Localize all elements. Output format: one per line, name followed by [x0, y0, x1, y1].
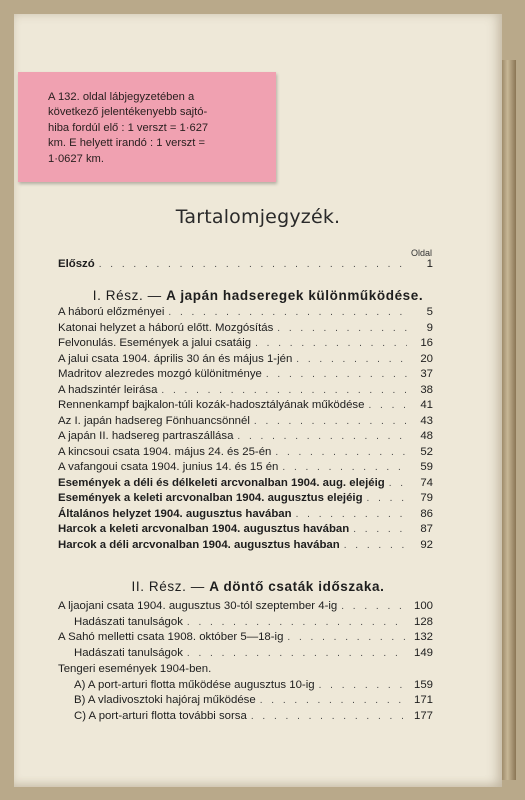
toc-entry [58, 663, 433, 677]
leader-dots [353, 524, 407, 535]
toc-entry-label: Katonai helyzet a háború előtt. Mozgósítás [58, 321, 274, 334]
part-heading-1 [14, 288, 502, 303]
toc-entry-page: 87 [420, 523, 433, 535]
toc-entry-page: 59 [420, 461, 433, 473]
toc-entry-label: A Sahó melletti csata 1908. október 5—18-ig [58, 631, 284, 644]
leader-dots [260, 695, 407, 706]
toc-entry-label: A jalui csata 1904. április 30 án és május 1-jén [58, 352, 293, 365]
errata-slip [18, 72, 276, 182]
leader-dots [367, 493, 407, 504]
toc-entry-page: 171 [413, 694, 433, 707]
toc-entry [58, 306, 433, 320]
part-prefix: I. Rész. — [92, 288, 167, 303]
toc-entry [58, 492, 433, 506]
toc-entry [74, 647, 433, 661]
errata-line: A 132. oldal lábjegyzetében a [48, 91, 195, 103]
part-prefix: II. Rész. — [131, 579, 210, 594]
leader-dots [368, 400, 407, 411]
leader-dots [344, 540, 407, 551]
toc-entry-page: 86 [420, 507, 433, 520]
book-spine [502, 60, 516, 780]
toc-entry [58, 508, 433, 522]
toc-entry-label: Madritov alezredes mozgó különitménye [58, 368, 262, 380]
toc-entry [58, 631, 433, 645]
toc-entry-page: 20 [420, 352, 433, 365]
page-title: Tartalomjegyzék. [175, 206, 341, 228]
leader-dots [99, 259, 407, 270]
toc-entry-page: 52 [420, 445, 433, 458]
toc-entry-label: A hadszintér leirása [58, 383, 158, 396]
toc-entry-label: Rennenkampf bajkalon-túli kozák-hadosztályának működése [58, 399, 365, 411]
errata-line: km. E helyett irandó : 1 verszt = [48, 137, 206, 150]
leader-dots [255, 338, 407, 349]
toc-entry-label: Tengeri események 1904-ben. [58, 662, 212, 675]
leader-dots [319, 680, 407, 691]
toc-entry-label: Események a déli és délkeleti arcvonalban 1904. aug. elejéig [58, 476, 385, 489]
toc-entry [58, 368, 433, 382]
toc-entry [58, 446, 433, 460]
leader-dots [251, 711, 407, 722]
toc-entry [58, 337, 433, 351]
toc-entry [74, 694, 433, 708]
toc-entry-page: 92 [420, 538, 433, 551]
toc-entry-page: 9 [426, 321, 433, 334]
toc-entry-page: 43 [420, 414, 433, 427]
toc-entry-label: Hadászati tanulságok [74, 647, 183, 660]
errata-line: hiba fordúl elő : 1 verszt = 1·627 [48, 121, 209, 134]
leader-dots [237, 431, 407, 442]
toc-entry-label: Események a keleti arcvonalban 1904. augusztus elejéig [58, 492, 363, 504]
toc-entry-page: 5 [426, 306, 433, 318]
leader-dots [161, 385, 407, 396]
toc-entry [74, 616, 433, 630]
toc-entry-page: 79 [420, 492, 433, 504]
toc-entry-label: A háború előzményei [58, 306, 165, 318]
toc-entry-page: 37 [420, 368, 433, 380]
toc-entry-label: Az I. japán hadsereg Fönhuancsönnél [58, 414, 250, 427]
leader-dots [282, 462, 407, 473]
toc-entry-label: Harcok a déli arcvonalban 1904. augusztus havában [58, 538, 340, 551]
part-title: A döntő csaták időszaka. [209, 579, 385, 594]
toc-entry [58, 353, 433, 367]
leader-dots [168, 307, 407, 318]
toc-entry-label: A) A port-arturi flotta működése augusztus 10-ig [74, 678, 315, 691]
leader-dots [187, 648, 407, 659]
leader-dots [296, 354, 407, 365]
toc-entry-label: Hadászati tanulságok [74, 615, 183, 628]
page-column-header: Oldal [410, 248, 432, 258]
toc-entry-page: 1 [426, 258, 433, 270]
toc-entry-label: Harcok a keleti arcvonalban 1904. augusztus havában [58, 523, 350, 535]
leader-dots [254, 416, 407, 427]
toc-entry-label: A japán II. hadsereg partraszállása [58, 430, 234, 442]
errata-line: 1·0627 km. [48, 152, 104, 165]
toc-entry-label: A kincsoui csata 1904. május 24. és 25-én [58, 445, 272, 458]
errata-line: következő jelentékenyebb sajtó- [48, 106, 208, 119]
leader-dots [296, 509, 407, 520]
toc-entry-label: C) A port-arturi flotta további sorsa [74, 709, 247, 722]
toc-entry-label: B) A vladivosztoki hajóraj működése [74, 694, 256, 707]
toc-entry [58, 523, 433, 537]
leader-dots [389, 478, 407, 489]
toc-entry [58, 600, 433, 614]
toc-entry-page: 128 [413, 615, 433, 628]
toc-entry [58, 415, 433, 429]
toc-entry-label: A ljaojani csata 1904. augusztus 30-tól szeptember 4-ig [58, 600, 338, 612]
leader-dots [277, 323, 407, 334]
toc-entry-page: 132 [413, 631, 433, 644]
toc-entry-page: 48 [420, 430, 433, 442]
toc-entry-page: 41 [420, 399, 433, 411]
toc-entry [74, 679, 433, 693]
toc-entry [74, 710, 433, 724]
toc-entry-page: 100 [413, 600, 433, 612]
toc-entry [58, 477, 433, 491]
toc-entry-page: 149 [413, 647, 433, 660]
toc-entry-label: A vafangoui csata 1904. junius 14. és 15 én [58, 461, 279, 473]
toc-entry [58, 461, 433, 475]
toc-entry-page: 177 [413, 709, 433, 722]
toc-entry-page: 16 [420, 337, 433, 349]
leader-dots [287, 632, 407, 643]
toc-entry-page: 38 [420, 383, 433, 396]
leader-dots [341, 601, 407, 612]
toc-entry [58, 322, 433, 336]
leader-dots [187, 617, 407, 628]
toc-entry [58, 399, 433, 413]
toc-entry-label: Általános helyzet 1904. augusztus havában [58, 507, 292, 520]
toc-entry [58, 384, 433, 398]
toc-entry-label: Felvonulás. Események a jalui csatáig [58, 337, 252, 349]
toc-entry-page: 159 [413, 678, 433, 691]
part-heading-2 [14, 579, 502, 594]
leader-dots [266, 369, 407, 380]
leader-dots [275, 447, 407, 458]
toc-entry-page: 74 [420, 476, 433, 489]
toc-entry-label: Előszó [58, 258, 95, 270]
toc-entry-preface [58, 258, 433, 272]
part-title: A japán hadseregek különműködése. [166, 288, 424, 303]
toc-entry [58, 539, 433, 553]
toc-entry [58, 430, 433, 444]
